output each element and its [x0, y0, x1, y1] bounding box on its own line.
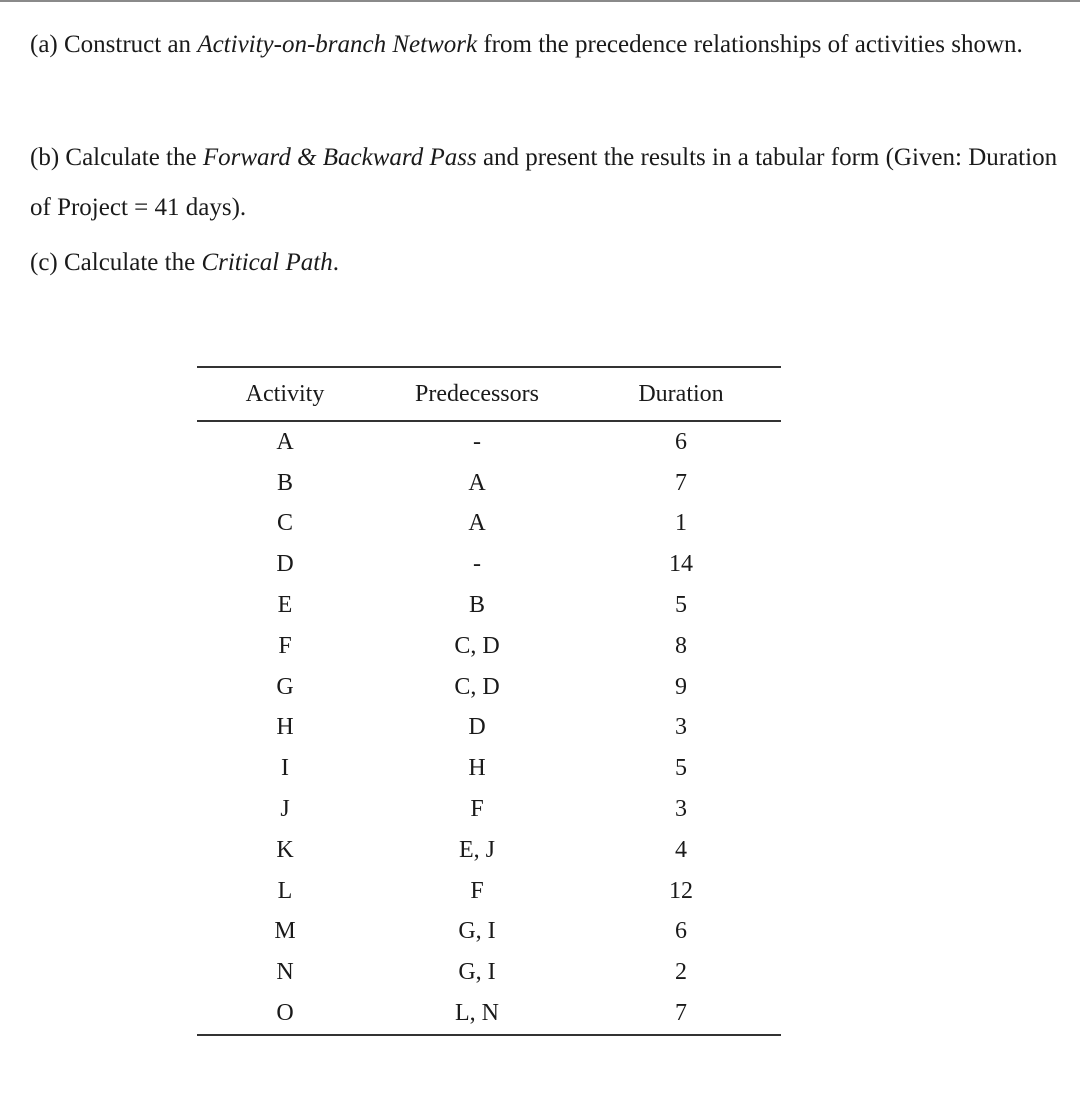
duration-cell: 8: [675, 632, 687, 659]
duration-cell: 3: [675, 796, 687, 823]
activity-cell: G: [276, 673, 294, 700]
table-row: [197, 952, 781, 993]
question-c-prefix: (c) Calculate the: [30, 249, 202, 276]
question-b-suffix: and present the results in a tabular form (Given: Duration of Project = 41 days).: [30, 144, 1058, 221]
question-c-suffix: .: [332, 249, 339, 276]
table-row: [197, 421, 781, 463]
question-b-emphasis: Forward & Backward Pass: [202, 144, 477, 171]
table-row: [197, 544, 781, 585]
predecessors-cell: A: [468, 469, 486, 496]
predecessors-cell: G, I: [458, 918, 496, 945]
predecessors-cell: E, J: [459, 836, 495, 863]
table-row: [197, 912, 781, 953]
duration-cell: 5: [675, 755, 687, 782]
activity-cell: I: [281, 755, 289, 782]
table-row: [197, 789, 781, 830]
question-b-prefix: (b) Calculate the: [30, 144, 203, 171]
predecessors-cell: H: [468, 755, 486, 782]
predecessors-cell: -: [473, 428, 481, 455]
duration-cell: 12: [669, 877, 693, 904]
activity-cell: M: [274, 918, 296, 945]
activity-cell: C: [276, 510, 293, 537]
header-row: [197, 367, 781, 421]
top-divider: [0, 0, 1080, 2]
activity-cell: N: [276, 959, 294, 986]
header-predecessors: Predecessors: [415, 380, 539, 407]
predecessors-cell: -: [473, 551, 481, 578]
activity-cell: E: [277, 592, 293, 619]
activity-cell: K: [276, 836, 294, 863]
question-c: [30, 238, 1060, 288]
header-activity: Activity: [245, 380, 325, 407]
predecessors-cell: D: [468, 714, 486, 741]
question-a-prefix: (a) Construct an: [30, 31, 198, 58]
predecessors-cell: A: [468, 510, 486, 537]
duration-cell: 14: [669, 551, 693, 578]
duration-cell: 1: [675, 510, 687, 537]
activity-cell: H: [276, 714, 294, 741]
table-row: [197, 585, 781, 626]
predecessors-cell: C, D: [454, 673, 500, 700]
table-row: [197, 708, 781, 749]
predecessors-cell: G, I: [458, 959, 496, 986]
activity-cell: J: [280, 796, 290, 823]
table-body: [197, 421, 781, 1035]
header-duration: Duration: [638, 380, 724, 407]
predecessors-cell: C, D: [454, 632, 500, 659]
activity-cell: A: [276, 428, 294, 455]
question-c-emphasis: Critical Path: [201, 249, 333, 276]
precedence-table: [197, 366, 781, 1036]
table-row: [197, 504, 781, 545]
duration-cell: 6: [675, 428, 687, 455]
activity-cell: B: [276, 469, 293, 496]
activity-cell: L: [277, 877, 293, 904]
table-row: [197, 830, 781, 871]
table-header: [197, 367, 781, 421]
predecessors-cell: L, N: [455, 1000, 499, 1027]
table-row: [197, 993, 781, 1035]
table-row: [197, 463, 781, 504]
predecessors-cell: F: [470, 877, 484, 904]
table-row: [197, 871, 781, 912]
duration-cell: 6: [675, 918, 687, 945]
duration-cell: 3: [675, 714, 687, 741]
activity-cell: F: [278, 632, 292, 659]
question-b: [30, 133, 1060, 233]
question-a: [30, 20, 1060, 70]
activity-cell: D: [276, 551, 294, 578]
duration-cell: 2: [675, 959, 687, 986]
table-row: [197, 626, 781, 667]
question-a-emphasis: Activity-on-branch Network: [197, 31, 478, 58]
activity-cell: O: [276, 1000, 294, 1027]
duration-cell: 7: [675, 1000, 687, 1027]
precedence-table-container: [197, 366, 781, 1036]
table-row: [197, 667, 781, 708]
question-a-suffix: from the precedence relationships of activities shown.: [477, 31, 1023, 58]
duration-cell: 7: [675, 469, 687, 496]
duration-cell: 9: [675, 673, 687, 700]
table-row: [197, 748, 781, 789]
duration-cell: 4: [675, 836, 687, 863]
duration-cell: 5: [675, 592, 687, 619]
predecessors-cell: F: [470, 796, 484, 823]
predecessors-cell: B: [468, 592, 485, 619]
